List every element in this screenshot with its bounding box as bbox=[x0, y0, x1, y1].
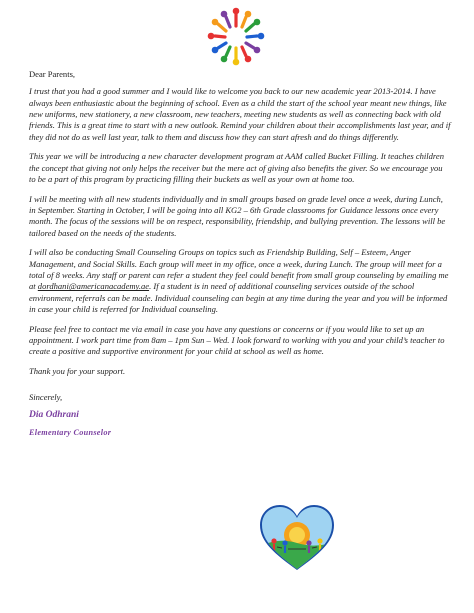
email-link[interactable]: dordhani@americanacademy.ae bbox=[37, 281, 150, 292]
signature-title: Elementary Counselor bbox=[29, 428, 112, 438]
paragraph-small-groups bbox=[29, 247, 451, 315]
paragraph-welcome: I trust that you had a good summer and I would like to welcome you back to our new academic year 2013-2014. I have always been enthusiastic about the beginning of school. Even as a child the start of the school year meant new things, like new uniforms, new stationery, a new classroom, new teachers, meeting new students as well as connecting back with old friends. This is a great time to start with a new outlook. Remind your children about their accomplishments last year, and if they did not do as well last year, talk to them and discuss how they can start afresh and do things differently. bbox=[29, 86, 451, 142]
small-groups-text-cont: . If a student is in need of additional counseling services outside of the school environment, referrals can be made. Individual counseling can begin at any time during the year and you will be informed in case your child is referred for Individual counseling. bbox=[29, 281, 448, 315]
children-circle-logo bbox=[206, 6, 266, 66]
paragraph-contact: Please feel free to contact me via email in case you have any questions or concerns or if you would like to set up an appointment. I work part time from 8am – 1pm Sun – Wed. I look forward to working with you and your child’s teacher to create a positive and supportive environment for your child at school as well as home. bbox=[29, 323, 445, 357]
paragraph-meetings: I will be meeting with all new students individually and in small groups based on grade level once a week, during Lunch, in September. Starting in October, I will be going into all KG2 – 6th Grade classrooms for Guidance lessons once every month. The focus of the sessions will be on respect, responsibility, friendship, and bullying prevention. The lessons will be tailored based on the needs of the students. bbox=[29, 193, 446, 238]
sign-off: Sincerely, bbox=[29, 392, 63, 403]
small-groups-text: I will also be conducting Small Counseling Groups on topics such as Friendship Building, Self – Esteem, Anger Management, and Social Skills. Each group will meet in my office, once a week, during Lunch. The group will meet for a total of 8 weeks. Any staff or parent can refer a student they feel could benefit from small group counseling by emailing me at bbox=[29, 247, 449, 292]
paragraph-bucket-filling: This year we will be introducing a new character development program at AAM called Bucket Filling. It teaches children the concept that giving not only helps the receiver but the mere act of giving also benefits the giver. So we encourage you to be a part of this program by practicing filling their buckets as well as your own at home too. bbox=[29, 151, 444, 185]
greeting: Dear Parents, bbox=[29, 69, 76, 79]
signature-name: Dia Odhrani bbox=[29, 409, 79, 420]
closing-line: Thank you for your support. bbox=[29, 366, 126, 377]
heart-kids-logo bbox=[258, 503, 336, 573]
letter-body bbox=[29, 69, 451, 447]
